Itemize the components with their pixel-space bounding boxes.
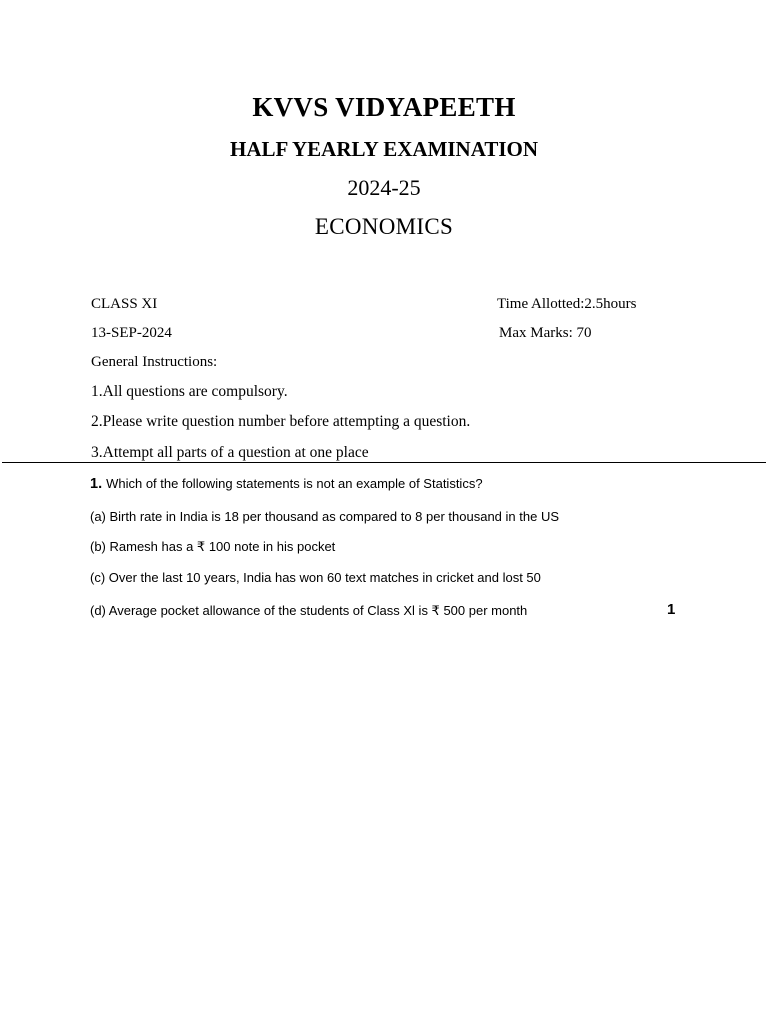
question-text: Which of the following statements is not an example of Statistics? bbox=[106, 476, 483, 491]
section-divider bbox=[2, 462, 766, 463]
instructions-heading: General Instructions: bbox=[91, 354, 218, 370]
exam-name: HALF YEARLY EXAMINATION bbox=[229, 137, 539, 161]
instruction-item: 3.Attempt all parts of a question at one place bbox=[91, 444, 369, 461]
max-marks: Max Marks: 70 bbox=[499, 325, 592, 341]
question-number: 1. bbox=[90, 476, 103, 492]
option-c: (c) Over the last 10 years, India has won 60 text matches in cricket and lost 50 bbox=[90, 570, 541, 585]
question-1 bbox=[90, 476, 483, 492]
question-marks: 1 bbox=[667, 601, 676, 618]
instruction-item: 2.Please write question number before attempting a question. bbox=[91, 413, 471, 430]
exam-date: 13-SEP-2024 bbox=[91, 325, 172, 341]
time-allotted: Time Allotted:2.5hours bbox=[497, 296, 637, 312]
subject-name: ECONOMICS bbox=[314, 214, 454, 239]
option-a: (a) Birth rate in India is 18 per thousand as compared to 8 per thousand in the US bbox=[90, 509, 559, 524]
option-b: (b) Ramesh has a ₹ 100 note in his pocket bbox=[90, 539, 336, 554]
option-d: (d) Average pocket allowance of the students of Class Xl is ₹ 500 per month bbox=[90, 603, 528, 618]
school-name: KVVS VIDYAPEETH bbox=[252, 92, 516, 122]
session-year: 2024-25 bbox=[347, 175, 421, 200]
instruction-item: 1.All questions are compulsory. bbox=[91, 383, 288, 400]
class-label: CLASS XI bbox=[91, 296, 158, 312]
